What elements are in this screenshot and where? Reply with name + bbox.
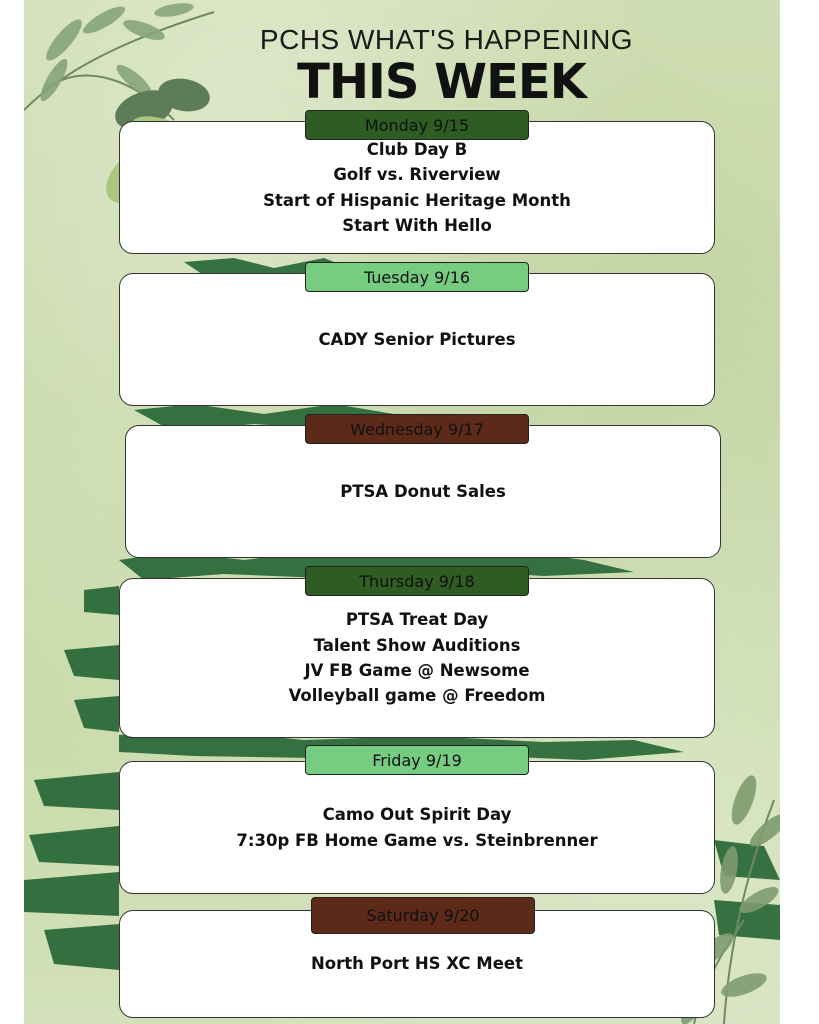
event-item: Golf vs. Riverview bbox=[333, 165, 501, 185]
day-label-monday: Monday 9/15 bbox=[305, 110, 529, 140]
day-card-thursday bbox=[119, 578, 715, 738]
poster bbox=[24, 0, 780, 1024]
day-label-thursday: Thursday 9/18 bbox=[305, 566, 529, 596]
event-item: Volleyball game @ Freedom bbox=[288, 686, 546, 706]
event-item: CADY Senior Pictures bbox=[318, 329, 516, 349]
day-card-wednesday bbox=[125, 425, 721, 558]
day-card-tuesday bbox=[119, 273, 715, 406]
event-item: Camo Out Spirit Day bbox=[322, 805, 512, 825]
subtitle-heading: PCHS WHAT'S HAPPENING bbox=[259, 24, 634, 55]
event-item: Start With Hello bbox=[342, 215, 492, 235]
day-label-wednesday: Wednesday 9/17 bbox=[305, 414, 529, 444]
event-item: Start of Hispanic Heritage Month bbox=[263, 190, 571, 210]
event-item: Club Day B bbox=[366, 139, 468, 159]
event-item: JV FB Game @ Newsome bbox=[304, 661, 530, 680]
event-item: North Port HS XC Meet bbox=[311, 954, 523, 974]
event-item: PTSA Treat Day bbox=[345, 610, 489, 630]
event-item: Talent Show Auditions bbox=[313, 635, 521, 655]
page-title: THIS WEEK bbox=[297, 54, 586, 110]
event-item: PTSA Donut Sales bbox=[340, 481, 506, 501]
day-label-saturday: Saturday 9/20 bbox=[311, 897, 535, 934]
day-card-friday bbox=[119, 761, 715, 894]
day-label-tuesday: Tuesday 9/16 bbox=[305, 262, 529, 292]
event-item: 7:30p FB Home Game vs. Steinbrenner bbox=[236, 830, 598, 850]
day-label-friday: Friday 9/19 bbox=[305, 745, 529, 775]
day-card-monday bbox=[119, 121, 715, 254]
